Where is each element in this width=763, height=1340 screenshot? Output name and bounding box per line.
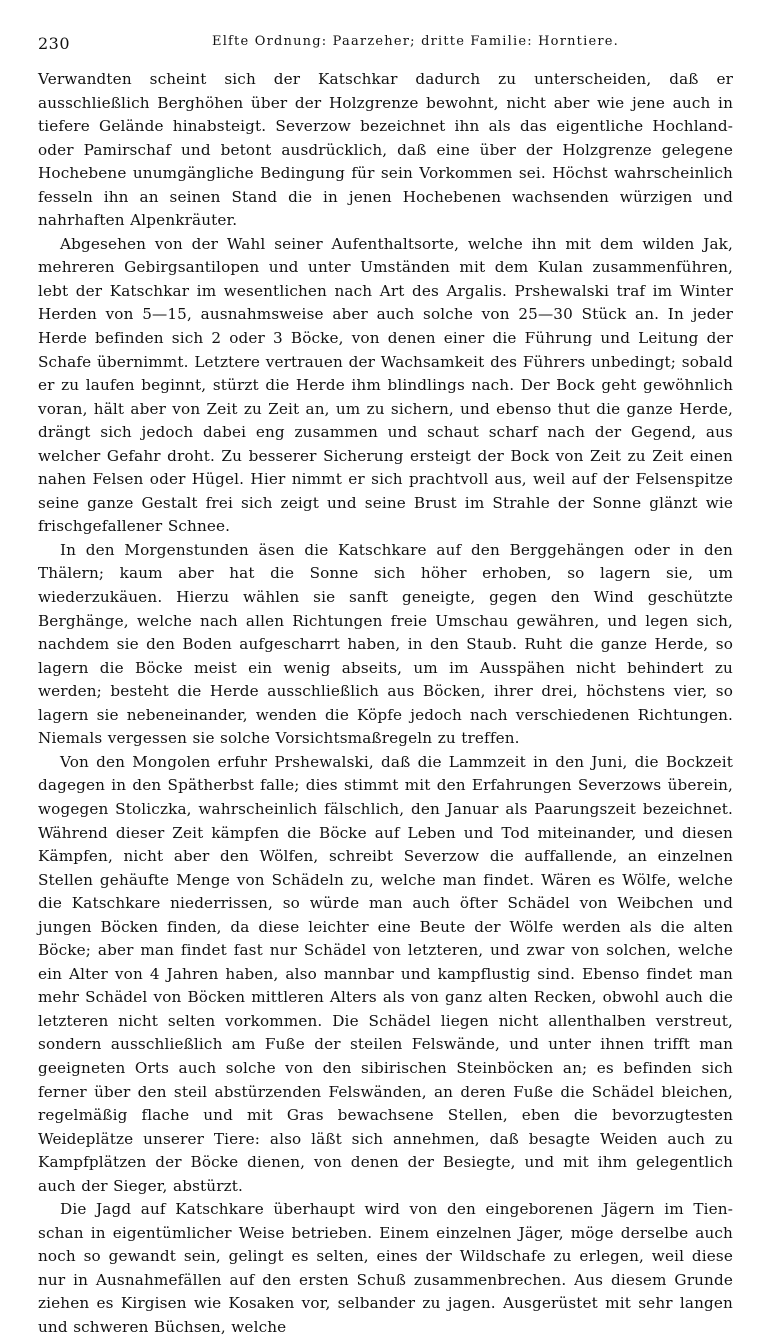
paragraph-3: In den Morgenstunden äsen die Katschkare auf den Berggehängen oder in den Thälern; kaum aber hat die Sonne sich höher erhoben, so lagern sie, um wiederzukäuen. Hierzu wählen sie sanft geneigte, gegen den Wind geschützte Berghänge, welche nach allen Richtungen freie Umschau gewähren, und legen sich, nachdem sie den Boden aufgescharrt haben, in den Staub. Ruht die ganze Herde, so lagern die Böcke meist ein wenig abseits, um im Ausspähen nicht behindert zu werden; besteht die Herde ausschließlich aus Böcken, ihrer drei, höchstens vier, so lagern sie nebeneinander, wenden die Köpfe jedoch nach verschiedenen Richtungen. Niemals vergessen sie solche Vorsichtsmaßregeln zu treffen. xyxy=(38,540,733,748)
paragraph-4: Von den Mongolen erfuhr Prshewalski, daß die Lammzeit in den Juni, die Bockzeit dagegen in den Spätherbst falle; dies stimmt mit den Erfahrungen Severzows überein, wogegen Stoliczka, wahrscheinlich fälschlich, den Januar als Paarungszeit bezeichnet. Während dieser Zeit kämpfen die Böcke auf Leben und Tod miteinander, und diesen Kämpfen, nicht aber den Wölfen, schreibt Severzow die auffallende, an einzelnen Stellen gehäufte Menge von Schädeln zu, welche man findet. Wären es Wölfe, welche die Katschkare niederrissen, so würde man auch öfter Schädel von Weibchen und jungen Böcken finden, da diese leichter eine Beute der Wölfe werden als die alten Böcke; aber man findet fast nur Schädel von letzteren, und zwar von solchen, welche ein Alter von 4 Jahren haben, also mannbar und kampflustig sind. Ebenso findet man mehr Schädel von Böcken mittleren Alters als von ganz alten Recken, obwohl auch die letzteren nicht selten vorkommen. Die Schädel liegen nicht allenthalben verstreut, sondern ausschließlich am Fuße der steilen Felswände, und unter ihnen trifft man geeigneten Orts auch solche von den sibirischen Steinböcken an; es befinden sich ferner über den steil abstürzenden Felswänden, an deren Fuße die Schädel bleichen, regelmäßig flache und mit Gras bewachsene Stellen, eben die bevorzugtesten Weideplätze unserer Tiere: also läßt sich annehmen, daß besagte Weiden auch zu Kampfplätzen der Böcke dienen, von denen der Besiegte, und mit ihm gelegentlich auch der Sieger, abstürzt. xyxy=(38,752,733,1195)
paragraph-1: Verwandten scheint sich der Katschkar dadurch zu unterscheiden, daß er ausschließlich Berghöhen über der Holzgrenze bewohnt, nicht aber wie jene auch in tiefere Gelände hinabsteigt. Severzow bezeichnet ihn als das eigentliche Hochland- oder Pamirschaf und betont ausdrücklich, daß eine über der Holzgrenze gelegene Hochebene unumgängliche Bedingung für sein Vorkommen sei. Höchst wahrscheinlich fesseln ihn an seinen Stand die in jenen Hochebenen wachsenden würzigen und nahrhaften Alpenkräuter. xyxy=(38,70,733,230)
running-title: Elfte Ordnung: Paarzeher; dritte Familie: Horntiere. xyxy=(212,34,619,49)
running-head xyxy=(38,34,733,54)
paragraph-5: Die Jagd auf Katschkare überhaupt wird von den eingeborenen Jägern im Tien-schan in eigentümlicher Weise betrieben. Einem einzelnen Jäger, möge derselbe auch noch so gewandt sein, gelingt es selten, eines der Wildschafe zu erlegen, weil diese nur in Ausnahmefällen auf den ersten Schuß zusammenbrechen. Aus diesem Grunde ziehen es Kirgisen wie Kosaken vor, selbander zu jagen. Ausgerüstet mit sehr langen und schweren Büchsen, welche xyxy=(38,1200,733,1336)
body-text xyxy=(38,68,733,1340)
page-number: 230 xyxy=(38,34,71,53)
paragraph-2: Abgesehen von der Wahl seiner Aufenthaltsorte, welche ihn mit dem wilden Jak, mehreren Gebirgsantilopen und unter Umständen mit dem Kulan zusammenführen, lebt der Katschkar im wesentlichen nach Art des Argalis. Prshewalski traf im Winter Herden von 5—15, ausnahmsweise aber auch solche von 25—30 Stück an. In jeder Herde befinden sich 2 oder 3 Böcke, von denen einer die Führung und Leitung der Schafe übernimmt. Letztere vertrauen der Wachsamkeit des Führers unbedingt; sobald er zu laufen beginnt, stürzt die Herde ihm blindlings nach. Der Bock geht gewöhnlich voran, hält aber von Zeit zu Zeit an, um zu sichern, und ebenso thut die ganze Herde, drängt sich jedoch dabei eng zusammen und schaut scharf nach der Gegend, aus welcher Gefahr droht. Zu besserer Sicherung ersteigt der Bock von Zeit zu Zeit einen nahen Felsen oder Hügel. Hier nimmt er sich prachtvoll aus, weil auf der Felsenspitze seine ganze Gestalt frei sich zeigt und seine Brust im Strahle der Sonne glänzt wie frischgefallener Schnee. xyxy=(38,234,733,536)
